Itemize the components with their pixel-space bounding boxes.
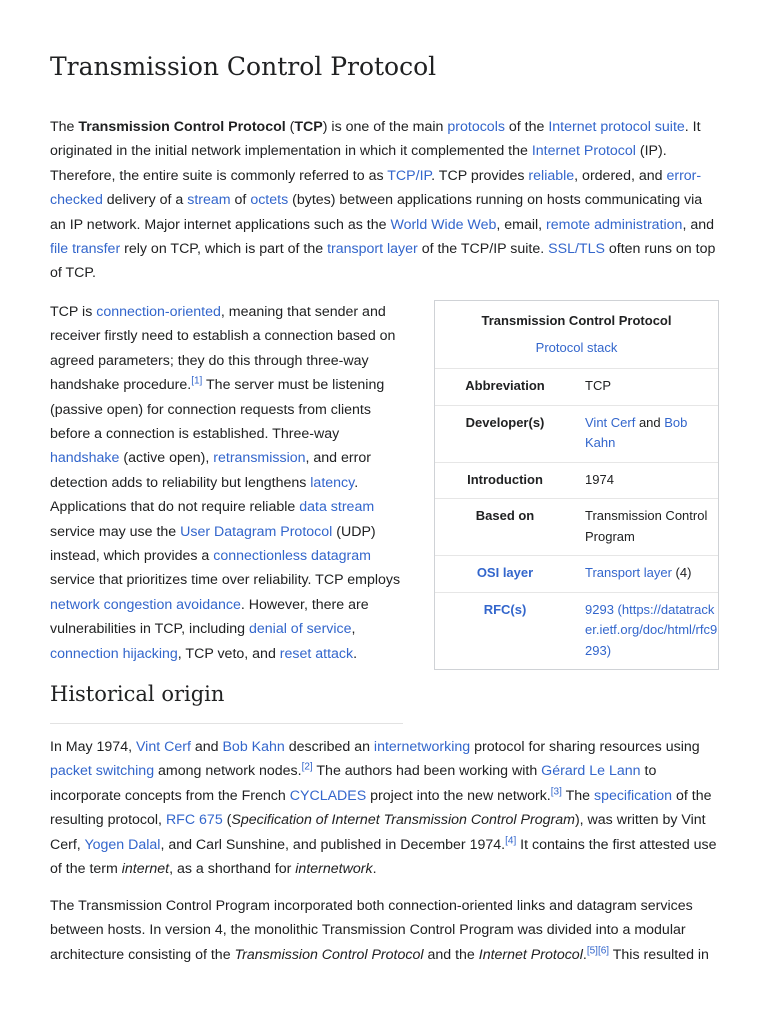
link-packet-switching[interactable]: packet switching (50, 763, 155, 780)
citation-5[interactable]: [5] (586, 945, 598, 957)
link-world-wide-web[interactable]: World Wide Web (390, 216, 497, 233)
infobox-label-osi-layer-link[interactable]: OSI layer (476, 565, 534, 580)
citation-1[interactable]: [1] (191, 375, 203, 387)
section-heading-historical-origin: Historical origin (50, 682, 225, 706)
link-protocols[interactable]: protocols (447, 119, 505, 135)
infobox-row-introduction (435, 463, 718, 500)
infobox-title: Transmission Control Protocol (481, 313, 672, 328)
infobox-value: Transport layer (4) (585, 565, 692, 580)
link-reliable[interactable]: reliable (528, 167, 575, 184)
link-internet-protocol-suite[interactable]: Internet protocol suite (548, 119, 685, 135)
link-data-stream[interactable]: data stream (299, 499, 375, 516)
infobox-value: Vint Cerf and Bob Kahn (585, 414, 688, 450)
infobox-row-osi-layer (435, 556, 718, 593)
link-retransmission[interactable]: retransmission (213, 450, 306, 467)
link-denial-of-service[interactable]: denial of service (249, 621, 352, 638)
citation-4[interactable]: [4] (505, 834, 517, 846)
infobox-row-based-on (435, 499, 718, 556)
link-vint-cerf[interactable]: Vint Cerf (135, 739, 191, 755)
infobox-label: Abbreviation (465, 378, 545, 393)
infobox-row-abbreviation (435, 369, 718, 406)
citation-6[interactable]: [6] (597, 945, 610, 957)
infobox-value: Transmission Control Program (585, 508, 708, 544)
infobox-label: Developer(s) (465, 414, 545, 430)
link-error-checked[interactable]: error-checked (50, 167, 702, 209)
program-paragraph: The Transmission Control Program incorporated both connection-oriented links and datagram services between hosts. In version 4, the monolithic Transmission Control Program was divided into a modular architecture consisting of the Transmission Control Protocol and the Internet Protocol.[5][6] This resulted in (50, 898, 709, 963)
infobox-value (575, 593, 718, 670)
link-octets[interactable]: octets (250, 192, 289, 209)
link-cyclades[interactable]: CYCLADES (289, 787, 367, 804)
intro-paragraph: The Transmission Control Protocol (TCP) is one of the main protocols of the Internet protocol suite. It originated in the initial network implementation in which it complemented the Internet Protocol (IP). Therefore, the entire suite is commonly referred to as TCP/IP. TCP provides reliable, ordered, and error-checked delivery of a stream of octets (bytes) between applications running on hosts communicating via an IP network. Major internet applications such as the World Wide Web, email, remote administration, and file transfer rely on TCP, which is part of the transport layer of the TCP/IP suite. SSL/TLS often runs on top of TCP. (50, 119, 716, 282)
link-transport-layer-infobox[interactable]: Transport layer (585, 565, 672, 580)
section-divider (50, 723, 403, 724)
link-vint-cerf-infobox[interactable]: Vint Cerf (585, 414, 636, 430)
link-bob-kahn-infobox[interactable]: Bob Kahn (585, 414, 688, 450)
infobox-value: TCP (585, 378, 611, 393)
link-user-datagram-protocol[interactable]: User Datagram Protocol (180, 523, 333, 540)
infobox-label: Introduction (467, 471, 543, 487)
page-title: Transmission Control Protocol (50, 52, 437, 81)
link-yogen-dalal[interactable]: Yogen Dalal (84, 836, 161, 853)
link-connection-hijacking[interactable]: connection hijacking (50, 645, 178, 662)
citation-2[interactable]: [2] (301, 761, 313, 773)
link-file-transfer[interactable]: file transfer (50, 241, 121, 258)
history-paragraph: In May 1974, Vint Cerf and Bob Kahn described an internetworking protocol for sharing resources using packet switching among network nodes.[2] The authors had been working with Gérard Le Lann to incorporate concepts from the French CYCLADES project into the new network.[3] The specification of the resulting protocol, RFC 675 (Specification of Internet Transmission Control Program), was written by Vint Cerf, Yogen Dalal, and Carl Sunshine, and published in December 1974.[4] It contains the first attested use of the term internet, as a shorthand for internetwork. (50, 739, 717, 878)
infobox-label-rfcs-link[interactable]: RFC(s) (483, 601, 527, 617)
infobox-protocol-stack-link[interactable]: Protocol stack (535, 339, 618, 355)
link-rfc-9293[interactable]: 9293 (https://datatracker.ietf.org/doc/html/rfc9293) (585, 601, 718, 658)
link-connectionless-datagram[interactable]: connectionless datagram (213, 548, 371, 565)
link-handshake[interactable]: handshake (50, 450, 120, 467)
link-transport-layer[interactable]: transport layer (327, 241, 418, 258)
infobox (434, 300, 719, 670)
link-remote-administration[interactable]: remote administration (546, 216, 683, 233)
link-connection-oriented[interactable]: connection-oriented (96, 304, 221, 320)
link-gerard-le-lann[interactable]: Gérard Le Lann (541, 763, 641, 780)
link-stream[interactable]: stream (187, 192, 231, 209)
link-internetworking[interactable]: internetworking (373, 739, 471, 755)
infobox-label: Based on (475, 508, 535, 523)
link-rfc-675[interactable]: RFC 675 (165, 812, 223, 829)
connection-paragraph: TCP is connection-oriented, meaning that sender and receiver firstly need to establish a connection based on agreed parameters; they do this through three-way handshake procedure.[1] The server must be listening (passive open) for connection requests from clients before a connection is established. Three-way handshake (active open), retransmission, and error detection adds to reliability but lengthens latency. Applications that do not require reliable data stream service may use the User Datagram Protocol (UDP) instead, which provides a connectionless datagram service that prioritizes time over reliability. TCP employs network congestion avoidance. However, there are vulnerabilities in TCP, including denial of service, connection hijacking, TCP veto, and reset attack. (50, 304, 401, 662)
link-reset-attack[interactable]: reset attack (279, 645, 354, 662)
infobox-row-developers (435, 406, 718, 463)
citation-3[interactable]: [3] (550, 786, 562, 798)
link-bob-kahn[interactable]: Bob Kahn (222, 739, 285, 755)
infobox-row-rfcs (435, 593, 718, 670)
infobox-value: 1974 (585, 471, 614, 487)
link-specification[interactable]: specification (593, 787, 673, 804)
link-network-congestion-avoidance[interactable]: network congestion avoidance (50, 596, 241, 613)
link-internet-protocol[interactable]: Internet Protocol (531, 143, 636, 160)
link-ssl-tls[interactable]: SSL/TLS (548, 241, 605, 258)
link-tcp-ip[interactable]: TCP/IP (387, 167, 432, 184)
link-latency[interactable]: latency (310, 474, 355, 491)
